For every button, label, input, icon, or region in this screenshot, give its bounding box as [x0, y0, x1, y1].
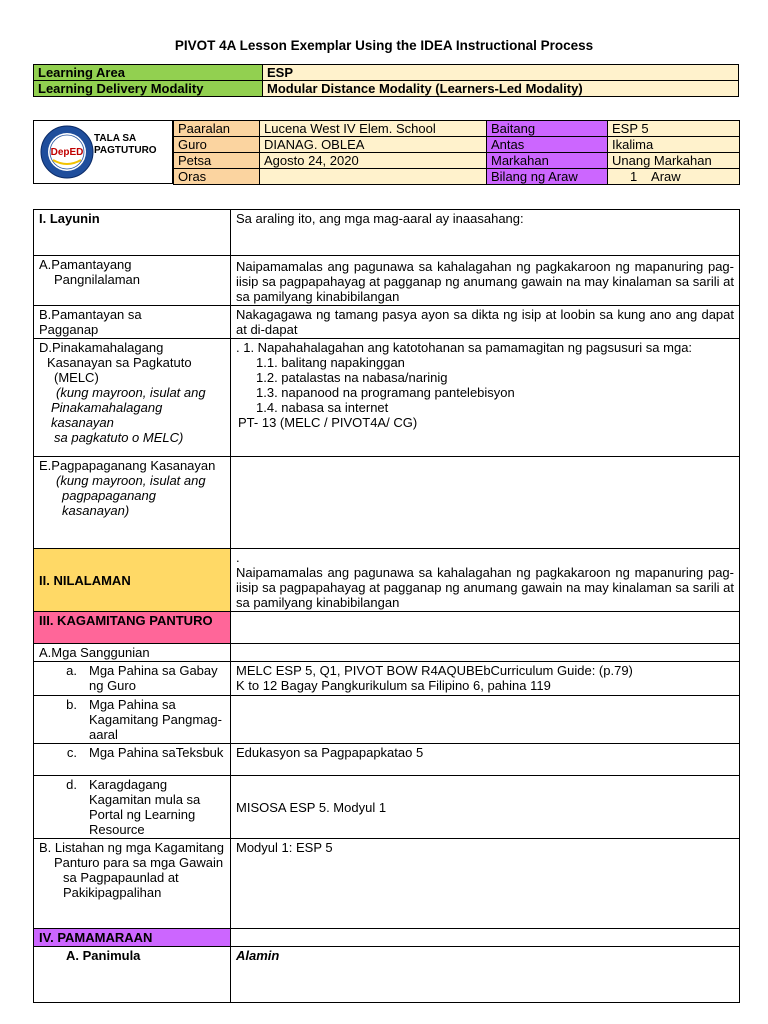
- pamantayan-pagganap-label: B.Pamantayan sa Pagganap: [34, 306, 231, 339]
- info-key: Baitang: [487, 121, 608, 137]
- info-value: Lucena West IV Elem. School: [260, 121, 487, 137]
- info-key: Petsa: [174, 153, 260, 169]
- pagpapaganang-kasanayan-label: E.Pagpapaganang Kasanayan (kung mayroon, isulat ang pagpapaganang kasanayan): [34, 457, 231, 549]
- info-value: 1 Araw: [608, 169, 740, 185]
- pagpapaganang-kasanayan-text: [231, 457, 740, 549]
- info-key: Bilang ng Araw: [487, 169, 608, 185]
- info-value: Unang Markahan: [608, 153, 740, 169]
- info-value: Ikalima: [608, 137, 740, 153]
- melc-code: PT- 13 (MELC / PIVOT4A/ CG): [238, 415, 418, 430]
- info-key: Antas: [487, 137, 608, 153]
- nilalaman-label: II. NILALAMAN: [34, 549, 231, 612]
- nilalaman-text: . Naipamamalas ang pagunawa sa kahalagahan ng pagkakaroon ng mapanuring pag-iisip sa pagpapahayag at pagganap ng anumang gawain na may kinalaman sa sarili at sa pamilyang kinabibilangan: [231, 549, 740, 612]
- melc-item: 1.2. patalastas na nabasa/narinig: [256, 370, 448, 385]
- learning-area-label: Learning Area: [34, 65, 263, 81]
- sanggunian-label: A.Mga Sanggunian: [34, 644, 231, 662]
- ref-a-label: a. Mga Pahina sa Gabay ng Guro: [34, 662, 231, 696]
- ref-b-label: b. Mga Pahina sa Kagamitang Pangmag-aaral: [34, 696, 231, 744]
- layunin-text: Sa araling ito, ang mga mag-aaral ay inaasahang:: [231, 210, 740, 256]
- ref-a-text: MELC ESP 5, Q1, PIVOT BOW R4AQUBEbCurriculum Guide: (p.79) K to 12 Bagay Pangkurikulum sa Filipino 6, pahina 119: [231, 662, 740, 696]
- pamantayan-pagganap-text: Nakagagawa ng tamang pasya ayon sa dikta ng isip at loobin sa kung ano ang dapat at di-dapat: [231, 306, 740, 339]
- ref-c-label: c. Mga Pahina saTeksbuk: [34, 744, 231, 776]
- pamamaraan-label: IV. PAMAMARAAN: [34, 929, 231, 947]
- learning-info-table: [33, 64, 739, 97]
- ref-d-text: MISOSA ESP 5. Modyul 1: [231, 776, 740, 839]
- info-key: Guro: [174, 137, 260, 153]
- info-value: Agosto 24, 2020: [260, 153, 487, 169]
- info-value: [260, 169, 487, 185]
- ref-c-text: Edukasyon sa Pagpapapkatao 5: [231, 744, 740, 776]
- kagamitang-panturo-text: [231, 612, 740, 644]
- pamantayang-pangnilalaman-text: Naipamamalas ang pagunawa sa kahalagahan ng pagkakaroon ng mapanuring pag-iisip sa pagpapahayag at pagganap ng anumang gawain na may kinalaman sa sarili at sa pamilyang kinabibilangan: [231, 256, 740, 306]
- svg-text:DepED: DepED: [50, 147, 84, 158]
- pamamaraan-text: [231, 929, 740, 947]
- info-key: Oras: [174, 169, 260, 185]
- sanggunian-text: [231, 644, 740, 662]
- listahan-text: Modyul 1: ESP 5: [231, 839, 740, 929]
- tala-sa-pagtuturo-label: TALA SA PAGTUTURO: [94, 133, 157, 156]
- listahan-label: B. Listahan ng mga Kagamitang Panturo para sa mga Gawain sa Pagpapaunlad at Pakikipagpalihan: [34, 839, 231, 929]
- layunin-label: I. Layunin: [34, 210, 231, 256]
- melc-item: 1.1. balitang napakinggan: [256, 355, 405, 370]
- page-title: PIVOT 4A Lesson Exemplar Using the IDEA Instructional Process: [174, 38, 594, 53]
- pamantayang-pangnilalaman-label: A.Pamantayang Pangnilalaman: [34, 256, 231, 306]
- info-key: Markahan: [487, 153, 608, 169]
- ref-d-label: d. Karagdagang Kagamitan mula sa Portal ng Learning Resource: [34, 776, 231, 839]
- kagamitang-panturo-label: III. KAGAMITANG PANTURO: [34, 612, 231, 644]
- panimula-text: Alamin: [231, 947, 740, 1003]
- school-info-table: [173, 120, 740, 185]
- info-key: Paaralan: [174, 121, 260, 137]
- panimula-label: A. Panimula: [34, 947, 231, 1003]
- ref-b-text: [231, 696, 740, 744]
- info-value: DIANAG. OBLEA: [260, 137, 487, 153]
- delivery-modality-value: Modular Distance Modality (Learners-Led Modality): [263, 81, 739, 97]
- melc-text: . 1. Napahahalagahan ang katotohanan sa pamamagitan ng pagsusuri sa mga: 1.1. balitang napakinggan 1.2. patalastas na nabasa/narinig 1.3. napanood na programang pantelebisyon 1.4. nabasa sa internet PT- 13 (MELC / PIVOT4A/ CG): [231, 339, 740, 457]
- info-value: ESP 5: [608, 121, 740, 137]
- melc-label: D.Pinakamahalagang Kasanayan sa Pagkatuto (MELC) (kung mayroon, isulat ang Pinakamahalagang kasanayan sa pagkatuto o MELC): [34, 339, 231, 457]
- delivery-modality-label: Learning Delivery Modality: [34, 81, 263, 97]
- melc-item: 1.3. napanood na programang pantelebisyon: [256, 385, 515, 400]
- logo-cell: [33, 120, 173, 184]
- lesson-plan-table: [33, 209, 740, 1003]
- deped-seal-icon: [39, 124, 95, 180]
- learning-area-value: ESP: [263, 65, 739, 81]
- melc-item: 1.4. nabasa sa internet: [256, 400, 389, 415]
